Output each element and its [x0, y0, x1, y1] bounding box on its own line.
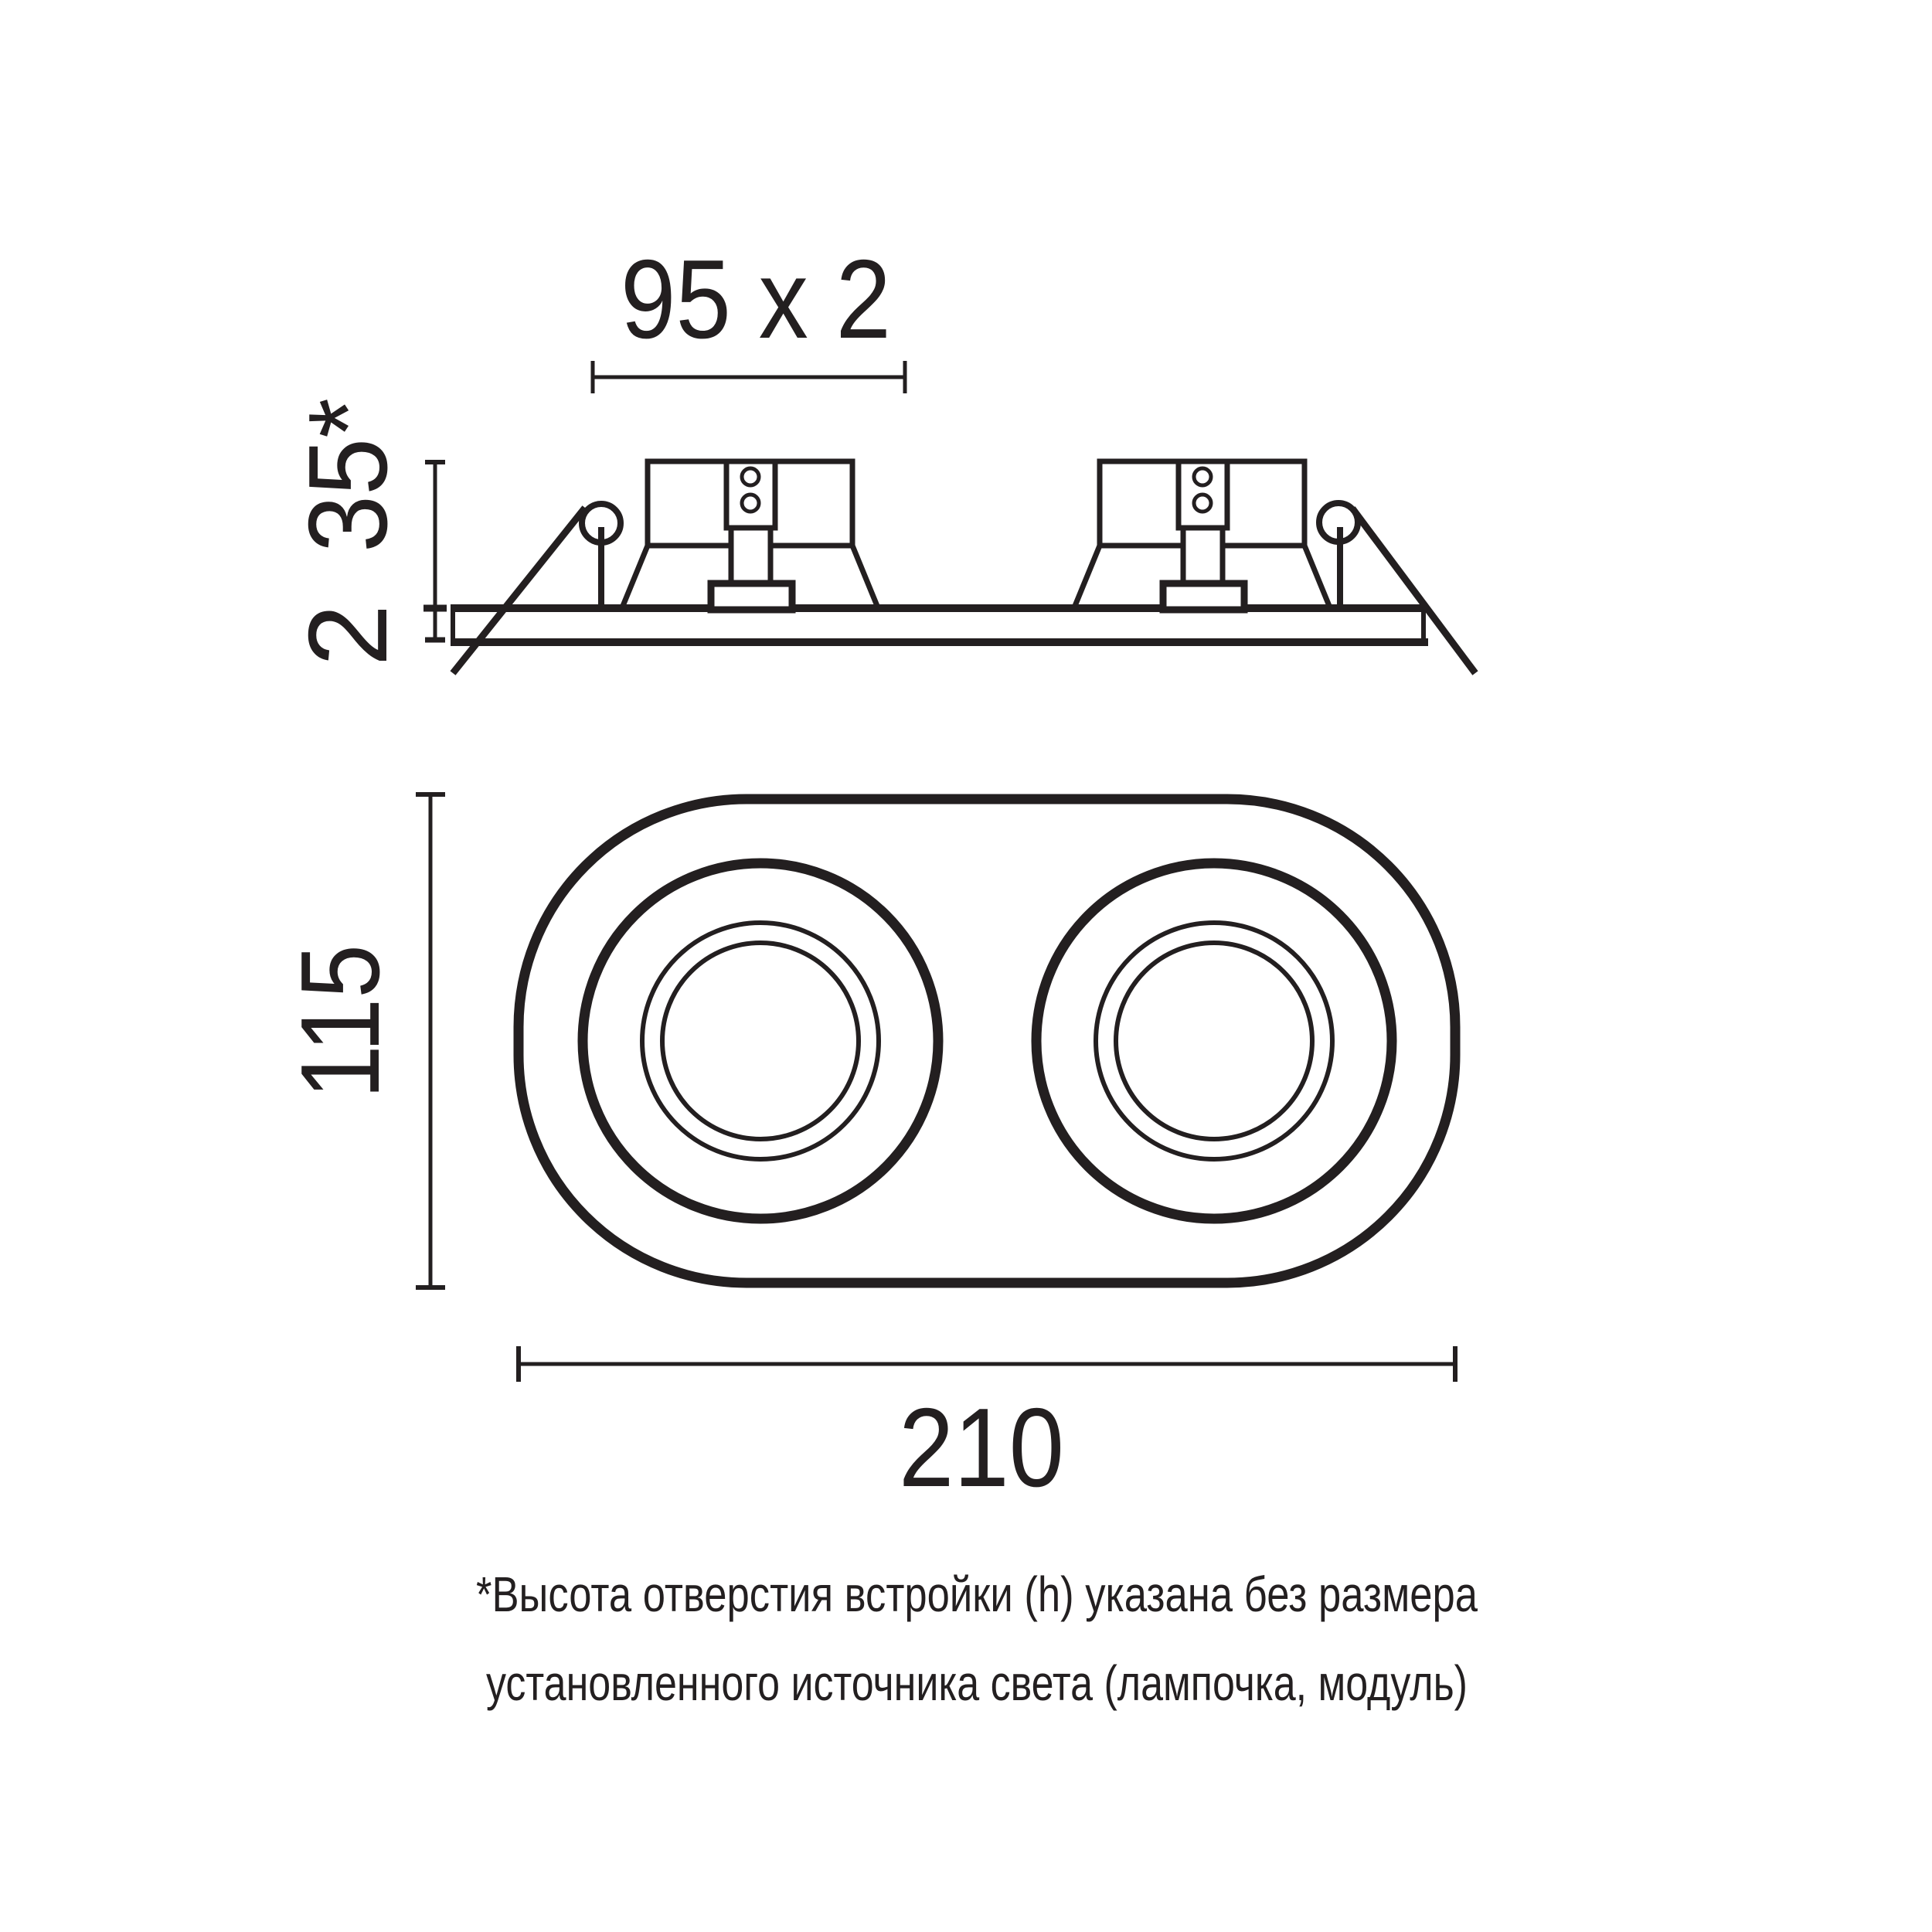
- spring-clip-right: [1319, 503, 1475, 673]
- body-outline: [519, 799, 1455, 1283]
- body-height-label: 115: [277, 920, 403, 1099]
- trim-ring-right: [1036, 863, 1392, 1219]
- lamp-housing-right: [1075, 461, 1329, 610]
- trim-ring-left: [583, 863, 938, 1219]
- bezel-ring-left: [642, 923, 879, 1159]
- bracket-stem-left: [731, 528, 770, 587]
- side-view: [285, 236, 1475, 673]
- light-opening-left: [583, 863, 938, 1219]
- housing-skirt-left-slant-l: [623, 546, 648, 606]
- footnote: [476, 1566, 1478, 1711]
- flange-thickness-label: 2: [285, 604, 410, 667]
- dimension-body-width: [519, 1346, 1455, 1510]
- clip-arm-right: [1352, 509, 1475, 673]
- housing-skirt-right-slant-r: [1304, 546, 1329, 606]
- lamp-ring-right: [1116, 943, 1312, 1139]
- footnote-line-1: *Высота отверстия встройки (h) указана без размера: [476, 1566, 1478, 1622]
- spring-clip-left: [453, 504, 621, 673]
- lamp-housing-left: [623, 461, 877, 610]
- dimension-recess-height: [285, 384, 447, 667]
- clip-arm-left: [453, 508, 585, 673]
- flange-plate: [451, 608, 1428, 642]
- dimension-body-height: [277, 794, 445, 1287]
- bracket-stem-right: [1183, 528, 1223, 587]
- bracket-foot-left: [711, 583, 792, 610]
- light-opening-right: [1036, 863, 1392, 1219]
- housing-skirt-left-slant-r: [852, 546, 877, 606]
- footnote-line-2: установленного источника света (лампочка, модуль): [486, 1655, 1468, 1711]
- cutout-width-label: 95 x 2: [621, 236, 891, 362]
- bracket-foot-right: [1163, 583, 1244, 610]
- lamp-ring-left: [662, 943, 859, 1139]
- top-view: [277, 794, 1455, 1510]
- recess-height-label: 35*: [285, 384, 410, 553]
- dimension-cutout-width: [593, 236, 905, 393]
- housing-skirt-right-slant-l: [1075, 546, 1100, 606]
- body-width-label: 210: [899, 1385, 1064, 1510]
- bezel-ring-right: [1096, 923, 1332, 1159]
